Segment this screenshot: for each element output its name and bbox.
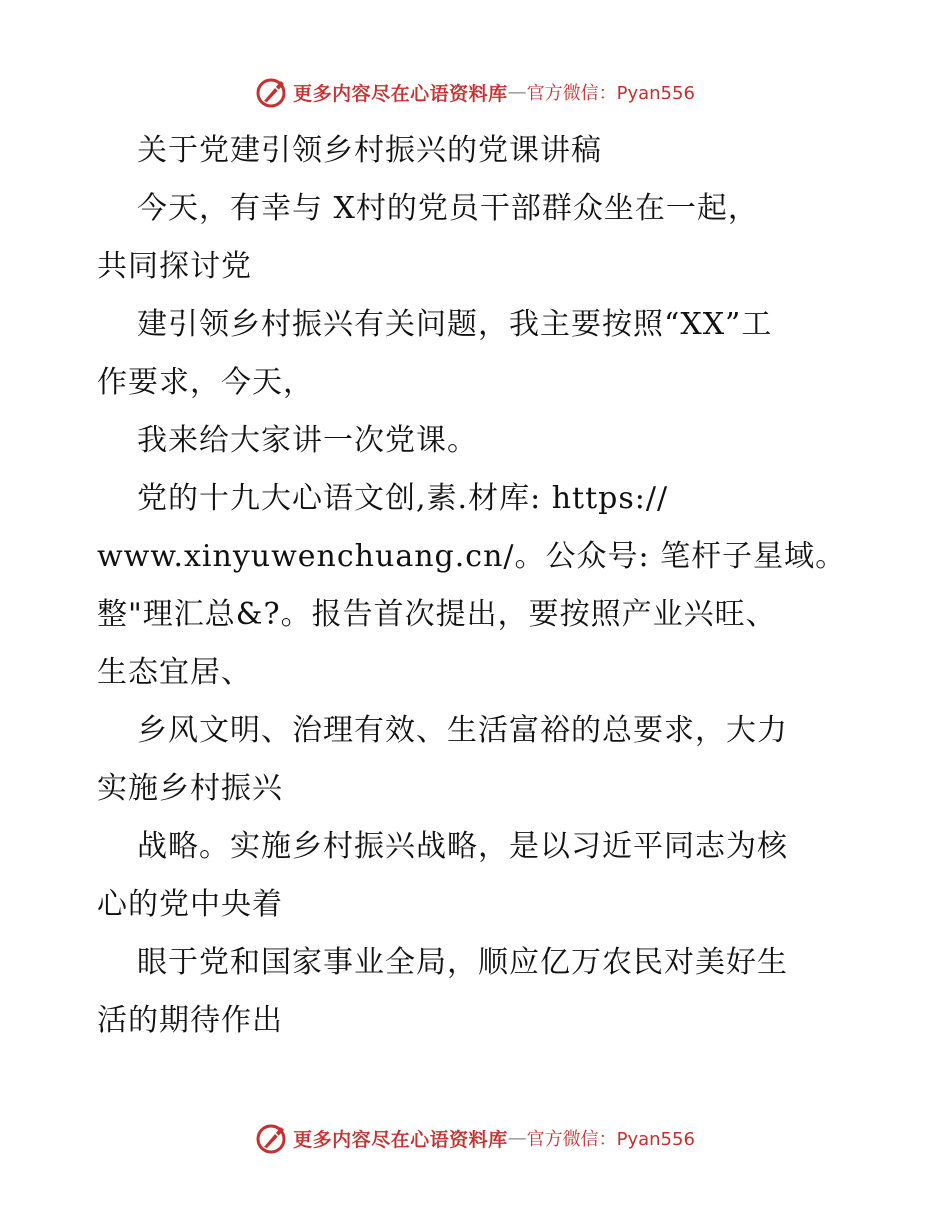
footer-banner bbox=[0, 1118, 950, 1158]
quill-circle-icon bbox=[255, 1121, 289, 1155]
quill-circle-icon bbox=[255, 75, 289, 109]
text-line: 党的十九大心语文创,素.材库: https:// bbox=[137, 481, 669, 516]
banner-dash: — bbox=[507, 81, 527, 103]
banner-contact: 官方微信：Pyan556 bbox=[526, 1129, 695, 1150]
text-line: 整"理汇总&?。报告首次提出，要按照产业兴旺、 bbox=[97, 597, 777, 632]
header-banner bbox=[0, 72, 950, 112]
text-line: www.xinyuwenchuang.cn/。公众号: 笔杆子星域。 bbox=[97, 539, 847, 574]
text-line: 生态宜居、 bbox=[97, 655, 252, 690]
text-line: 实施乡村振兴 bbox=[97, 771, 283, 806]
banner-title: 更多内容尽在心语资料库 bbox=[293, 1128, 508, 1151]
text-line: 作要求，今天， bbox=[97, 365, 314, 400]
banner-title: 更多内容尽在心语资料库 bbox=[293, 82, 508, 105]
text-line: 战略。实施乡村振兴战略，是以习近平同志为核 bbox=[137, 829, 788, 864]
text-line: 共同探讨党 bbox=[97, 249, 252, 284]
text-line: 我来给大家讲一次党课。 bbox=[137, 423, 478, 458]
banner-contact: 官方微信：Pyan556 bbox=[526, 83, 695, 104]
text-line: 活的期待作出 bbox=[97, 1003, 283, 1038]
document-body bbox=[97, 122, 857, 1050]
text-line: 关于党建引领乡村振兴的党课讲稿 bbox=[137, 133, 602, 168]
text-line: 心的党中央着 bbox=[97, 887, 283, 922]
banner-dash: — bbox=[507, 1127, 527, 1149]
text-line: 乡风文明、治理有效、生活富裕的总要求，大力 bbox=[137, 713, 788, 748]
text-line: 眼于党和国家事业全局，顺应亿万农民对美好生 bbox=[137, 945, 788, 980]
text-line: 今天，有幸与 X村的党员干部群众坐在一起， bbox=[137, 191, 759, 226]
text-line: 建引领乡村振兴有关问题，我主要按照“XX”工 bbox=[137, 307, 773, 342]
